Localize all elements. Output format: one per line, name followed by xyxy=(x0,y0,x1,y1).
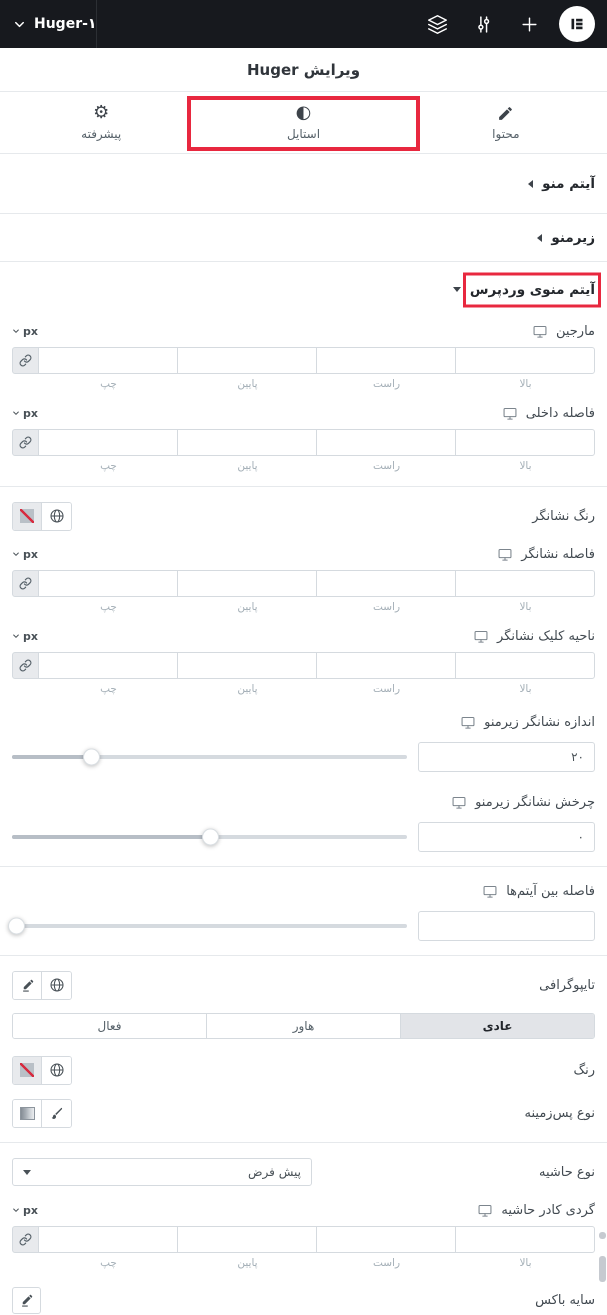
spacer xyxy=(12,683,39,695)
margin-label: مارجین xyxy=(555,323,595,339)
site-settings-button[interactable] xyxy=(467,8,499,40)
chevron-down-icon xyxy=(12,327,20,335)
add-element-icon xyxy=(520,15,539,34)
side-label-left: چپ xyxy=(100,460,117,472)
no-color-swatch-icon xyxy=(20,509,34,523)
scrollbar-thumb[interactable] xyxy=(599,1256,606,1282)
submenu-indicator-size-slider[interactable] xyxy=(12,749,407,766)
scrollbar-thumb[interactable] xyxy=(599,1232,606,1239)
divider xyxy=(0,486,607,487)
padding-bottom-input[interactable] xyxy=(177,429,317,456)
border-radius-bottom-input[interactable] xyxy=(177,1226,317,1253)
side-label-right: راست xyxy=(372,460,401,472)
click-area-right-input[interactable] xyxy=(316,652,456,679)
indicator-spacing-right-input[interactable] xyxy=(316,570,456,597)
state-tab-normal[interactable]: عادی xyxy=(401,1014,594,1038)
tab-style[interactable] xyxy=(202,92,404,153)
color-control xyxy=(12,1055,595,1085)
layers-button[interactable] xyxy=(421,8,453,40)
submenu-indicator-rotate-control xyxy=(12,792,595,852)
chevron-down-icon xyxy=(12,1206,20,1214)
submenu-indicator-rotate-slider[interactable] xyxy=(12,829,407,846)
divider xyxy=(0,1142,607,1143)
tab-advanced[interactable] xyxy=(0,92,202,153)
typography-control xyxy=(12,970,595,1000)
responsive-monitor-icon[interactable] xyxy=(482,884,498,899)
padding-top-input[interactable] xyxy=(455,429,595,456)
margin-control xyxy=(12,321,595,390)
paintbrush-icon xyxy=(49,1106,64,1121)
color-picker-button[interactable] xyxy=(13,1057,42,1084)
pencil-edit-icon xyxy=(20,978,35,993)
link-values-button[interactable] xyxy=(12,429,39,456)
tab-advanced-label: پیشرفته xyxy=(81,127,122,141)
gear-icon: ⚙ xyxy=(93,102,110,123)
side-label-right: راست xyxy=(372,1257,401,1269)
side-label-left: چپ xyxy=(100,378,117,390)
no-color-swatch-icon xyxy=(20,1063,34,1077)
background-type-control xyxy=(12,1098,595,1128)
edit-typography-button[interactable] xyxy=(13,972,42,999)
padding-label: فاصله داخلی xyxy=(525,405,595,421)
side-label-left: چپ xyxy=(100,1257,117,1269)
section-label: زیرمنو xyxy=(551,229,595,246)
chevron-down-icon xyxy=(12,632,20,640)
link-values-button[interactable] xyxy=(12,347,39,374)
box-shadow-control xyxy=(12,1285,595,1315)
side-label-right: راست xyxy=(372,378,401,390)
collapse-arrow-icon xyxy=(537,234,542,242)
chevron-down-icon xyxy=(12,409,20,417)
responsive-monitor-icon[interactable] xyxy=(502,406,518,421)
padding-left-input[interactable] xyxy=(38,429,178,456)
background-type-label: نوع پس‌زمینه xyxy=(524,1105,595,1121)
section-label: آیتم منو xyxy=(542,175,595,192)
expand-arrow-icon xyxy=(453,287,461,292)
side-label-bottom: پایین xyxy=(237,1257,258,1269)
unit-selector[interactable]: px xyxy=(12,630,38,643)
responsive-monitor-icon[interactable] xyxy=(497,547,513,562)
indicator-click-area-label: ناحیه کلیک نشانگر xyxy=(497,628,595,644)
border-type-label: نوع حاشیه xyxy=(538,1164,595,1180)
responsive-monitor-icon[interactable] xyxy=(473,629,489,644)
slider-handle[interactable] xyxy=(202,829,219,846)
submenu-indicator-rotate-label: چرخش نشانگر زیرمنو xyxy=(475,794,595,810)
link-icon xyxy=(19,577,32,590)
spacer xyxy=(12,460,39,472)
link-values-button[interactable] xyxy=(12,1226,39,1253)
divider xyxy=(0,955,607,956)
indicator-color-label: رنگ نشانگر xyxy=(532,508,595,524)
side-label-top: بالا xyxy=(519,378,532,390)
click-area-top-input[interactable] xyxy=(455,652,595,679)
tab-content-label: محتوا xyxy=(492,126,520,141)
half-circle-icon: ◐ xyxy=(295,102,312,123)
layers-icon xyxy=(427,14,448,35)
site-settings-icon xyxy=(473,14,494,35)
section-wp-menu-item[interactable] xyxy=(0,262,607,317)
link-values-button[interactable] xyxy=(12,570,39,597)
section-submenu[interactable] xyxy=(0,214,607,262)
items-gap-input[interactable] xyxy=(418,911,595,941)
chevron-down-icon xyxy=(12,17,27,32)
typography-label: تایپوگرافی xyxy=(539,977,595,993)
responsive-monitor-icon[interactable] xyxy=(451,795,467,810)
indicator-click-area-control xyxy=(12,626,595,695)
page-title: ویرایش Huger xyxy=(246,60,361,79)
border-type-select[interactable] xyxy=(12,1158,312,1186)
submenu-indicator-rotate-input[interactable] xyxy=(418,822,595,852)
side-label-right: راست xyxy=(372,601,401,613)
indicator-spacing-top-input[interactable] xyxy=(455,570,595,597)
border-type-value: پیش فرض xyxy=(248,1165,301,1179)
global-typography-button[interactable] xyxy=(42,972,71,999)
globe-icon xyxy=(49,977,65,993)
side-label-bottom: پایین xyxy=(237,683,258,695)
color-label: رنگ xyxy=(573,1062,595,1078)
tab-content[interactable] xyxy=(405,92,607,153)
border-type-control xyxy=(12,1157,595,1187)
box-shadow-label: سایه باکس xyxy=(535,1292,595,1308)
divider xyxy=(0,866,607,867)
side-label-right: راست xyxy=(372,683,401,695)
margin-left-input[interactable] xyxy=(38,347,178,374)
slider-track[interactable] xyxy=(12,924,407,928)
side-label-top: بالا xyxy=(519,683,532,695)
document-switcher[interactable] xyxy=(0,0,97,48)
globe-icon xyxy=(49,1062,65,1078)
indicator-spacing-bottom-input[interactable] xyxy=(177,570,317,597)
side-label-top: بالا xyxy=(519,460,532,472)
document-title: Huger-۱ xyxy=(34,16,97,32)
state-tab-active[interactable]: فعال xyxy=(13,1014,207,1038)
unit-selector[interactable]: px xyxy=(12,325,38,338)
chevron-down-icon xyxy=(12,550,20,558)
color-picker-button[interactable] xyxy=(13,503,42,530)
link-icon xyxy=(19,1233,32,1246)
items-gap-label: فاصله بین آیتم‌ها xyxy=(506,883,595,899)
border-radius-control xyxy=(12,1200,595,1269)
responsive-monitor-icon[interactable] xyxy=(477,1203,493,1218)
click-area-left-input[interactable] xyxy=(38,652,178,679)
margin-top-input[interactable] xyxy=(455,347,595,374)
side-label-left: چپ xyxy=(100,683,117,695)
margin-bottom-input[interactable] xyxy=(177,347,317,374)
spacer xyxy=(12,378,39,390)
collapse-arrow-icon xyxy=(528,180,533,188)
unit-selector[interactable]: px xyxy=(12,1204,38,1217)
items-gap-slider[interactable] xyxy=(12,918,407,935)
spacer xyxy=(12,601,39,613)
slider-handle[interactable] xyxy=(83,749,100,766)
indicator-spacing-left-input[interactable] xyxy=(38,570,178,597)
submenu-indicator-size-input[interactable] xyxy=(418,742,595,772)
slider-fill xyxy=(12,755,91,759)
pencil-icon xyxy=(497,105,514,122)
padding-right-input[interactable] xyxy=(316,429,456,456)
link-icon xyxy=(19,659,32,672)
globe-icon xyxy=(49,508,65,524)
wp-menu-item-controls xyxy=(0,317,607,1315)
link-icon xyxy=(19,436,32,449)
panel-tabs xyxy=(0,92,607,154)
gradient-background-button[interactable] xyxy=(13,1100,42,1127)
padding-control xyxy=(12,403,595,472)
add-element-button[interactable] xyxy=(513,8,545,40)
responsive-monitor-icon[interactable] xyxy=(532,324,548,339)
link-values-button[interactable] xyxy=(12,652,39,679)
border-radius-label: گردی کادر حاشیه xyxy=(501,1202,595,1218)
slider-fill xyxy=(12,835,210,839)
elementor-logo[interactable] xyxy=(559,6,595,42)
edit-box-shadow-button[interactable] xyxy=(12,1287,41,1314)
indicator-spacing-label: فاصله نشانگر xyxy=(521,546,595,562)
items-gap-control xyxy=(12,881,595,941)
submenu-indicator-size-control xyxy=(12,712,595,772)
spacer xyxy=(12,1257,39,1269)
responsive-monitor-icon[interactable] xyxy=(460,715,476,730)
unit-selector[interactable]: px xyxy=(12,548,38,561)
tab-style-label: استایل xyxy=(286,127,321,141)
side-label-bottom: پایین xyxy=(237,601,258,613)
gradient-icon xyxy=(20,1107,35,1120)
state-tabs xyxy=(12,1013,595,1039)
state-tab-hover[interactable]: هاور xyxy=(207,1014,401,1038)
indicator-spacing-control xyxy=(12,544,595,613)
border-radius-right-input[interactable] xyxy=(316,1226,456,1253)
section-label: آیتم منوی وردپرس xyxy=(469,281,595,298)
margin-right-input[interactable] xyxy=(316,347,456,374)
side-label-left: چپ xyxy=(100,601,117,613)
panel-header xyxy=(0,48,607,92)
chevron-down-icon xyxy=(23,1170,31,1175)
indicator-color-control xyxy=(12,501,595,531)
slider-handle[interactable] xyxy=(8,918,25,935)
side-label-top: بالا xyxy=(519,601,532,613)
link-icon xyxy=(19,354,32,367)
pencil-edit-icon xyxy=(19,1293,34,1308)
classic-background-button[interactable] xyxy=(42,1100,71,1127)
top-bar xyxy=(0,0,607,48)
unit-selector[interactable]: px xyxy=(12,407,38,420)
global-color-button[interactable] xyxy=(42,503,71,530)
submenu-indicator-size-label: اندازه نشانگر زیرمنو xyxy=(484,714,595,730)
section-menu-item[interactable] xyxy=(0,154,607,214)
border-radius-top-input[interactable] xyxy=(455,1226,595,1253)
side-label-bottom: پایین xyxy=(237,378,258,390)
side-label-top: بالا xyxy=(519,1257,532,1269)
side-label-bottom: پایین xyxy=(237,460,258,472)
border-radius-left-input[interactable] xyxy=(38,1226,178,1253)
click-area-bottom-input[interactable] xyxy=(177,652,317,679)
global-color-button[interactable] xyxy=(42,1057,71,1084)
